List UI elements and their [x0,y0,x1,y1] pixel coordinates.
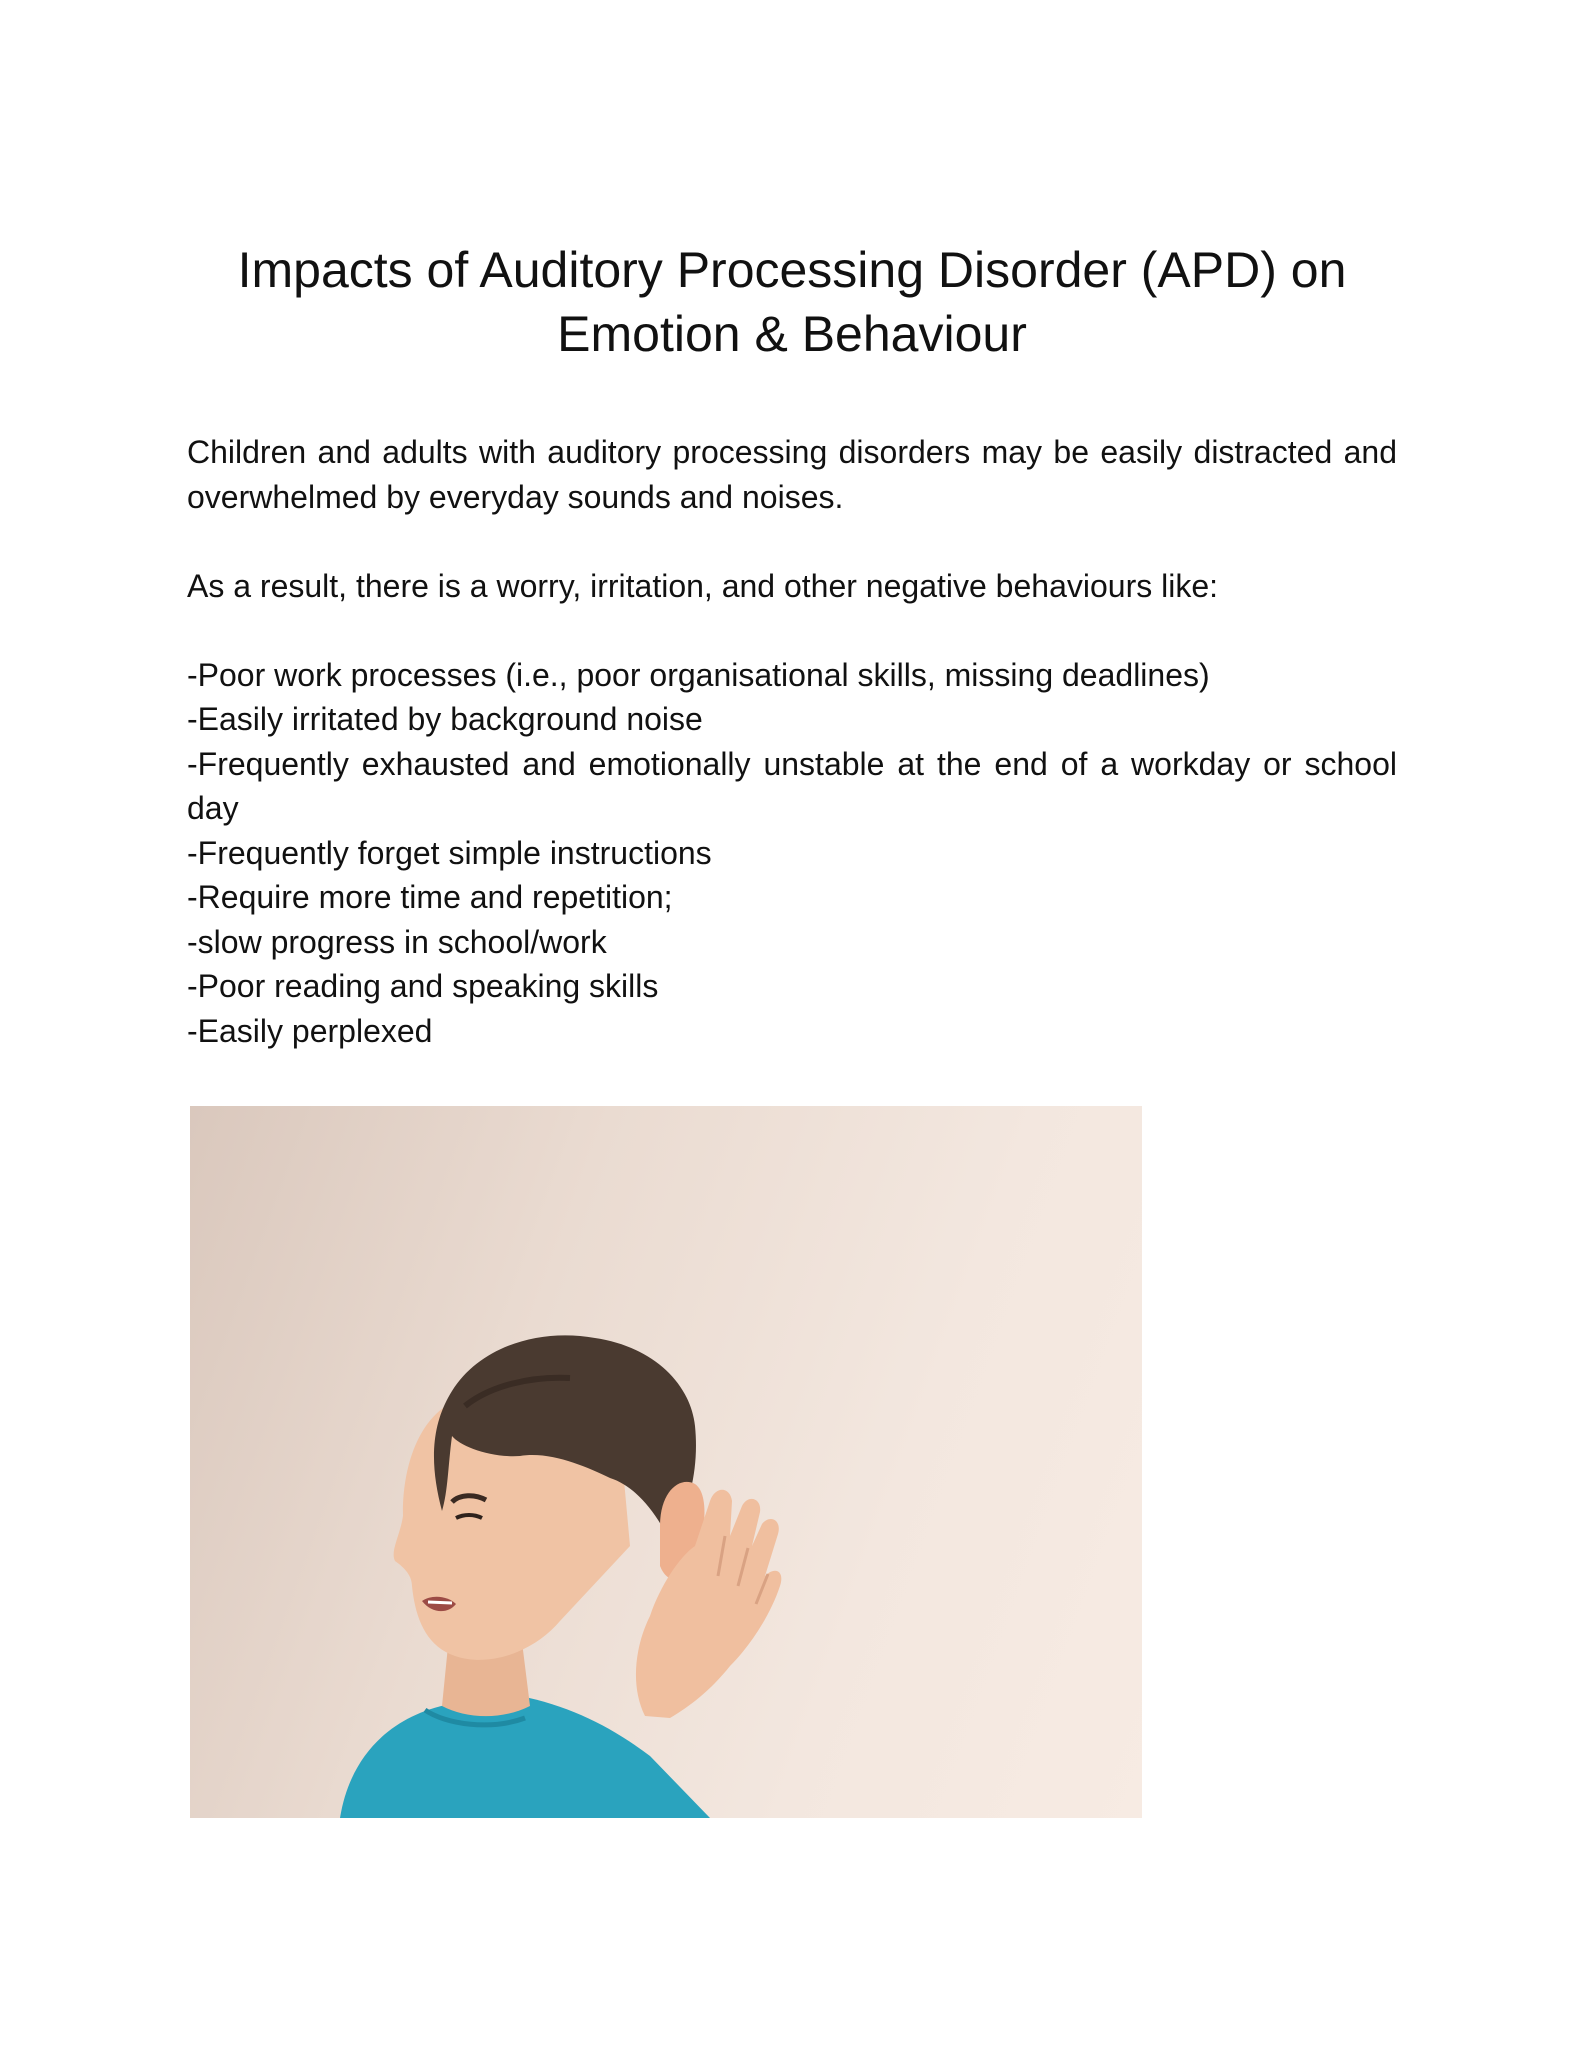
list-item: -Require more time and repetition; [187,879,673,915]
list-item: -slow progress in school/work [187,923,607,960]
boy-listening-photo [190,1106,1142,1818]
list-item: -Frequently forget simple instructions [187,834,712,871]
intro-paragraph: Children and adults with auditory processing disorders may be easily distracted and overwhelmed by everyday sounds and noises. [187,434,1397,515]
list-item: -Poor reading and speaking skills [187,968,659,1004]
behaviour-list [187,653,1397,1054]
document-body [187,430,1397,1053]
spacer [187,608,1397,653]
page-title [187,238,1397,366]
list-item: -Easily irritated by background noise [187,701,703,737]
hand-shape [636,1490,781,1718]
spacer [187,519,1397,564]
list-item: -Poor work processes (i.e., poor organisational skills, missing deadlines) [187,656,1210,693]
list-item: -Easily perplexed [187,1012,433,1049]
list-item: -Frequently exhausted and emotionally unstable at the end of a workday or school day [187,745,1397,826]
title-line-2: Emotion & Behaviour [557,306,1027,362]
title-line-1: Impacts of Auditory Processing Disorder (APD) on [237,242,1347,298]
lead-paragraph: As a result, there is a worry, irritation, and other negative behaviours like: [187,567,1219,604]
boy-illustration [190,1106,1142,1818]
